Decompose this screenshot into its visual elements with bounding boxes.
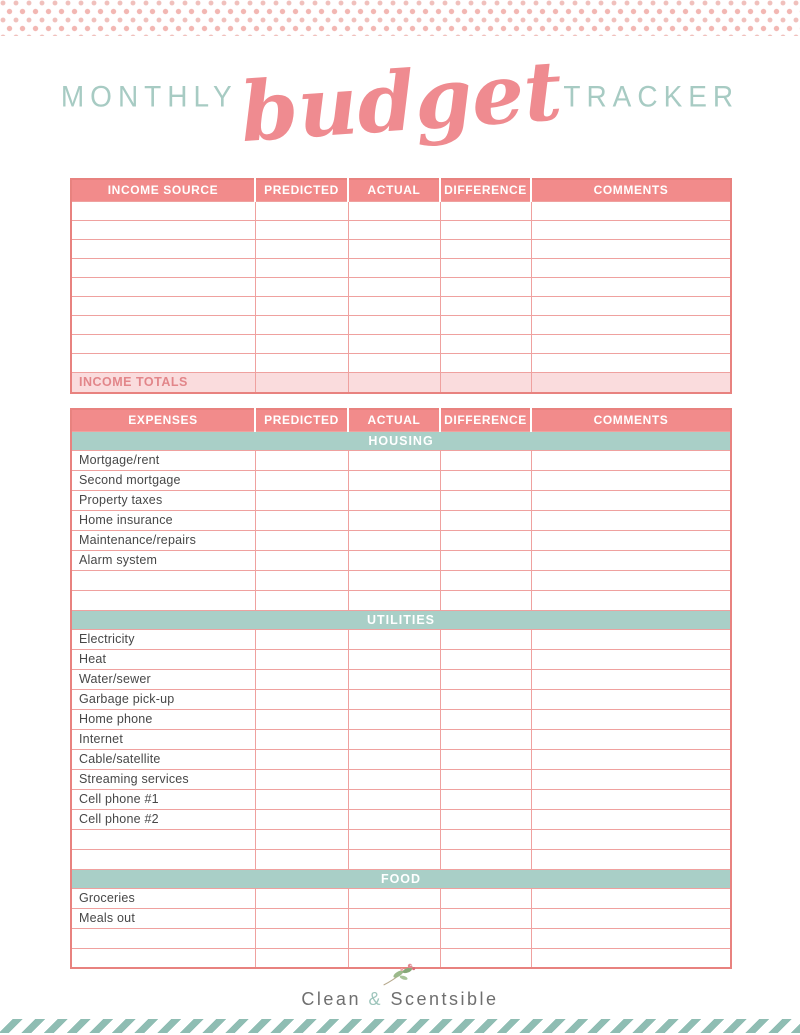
cell [255, 470, 348, 490]
income-row [71, 258, 731, 277]
cell [531, 258, 731, 277]
cell [348, 510, 440, 530]
cell [348, 490, 440, 510]
cell [348, 220, 440, 239]
income-header-comments: COMMENTS [531, 179, 731, 201]
cell [440, 629, 531, 649]
cell [440, 749, 531, 769]
cell [440, 239, 531, 258]
cell [440, 729, 531, 749]
cell [531, 570, 731, 590]
income-header-predicted: PREDICTED [255, 179, 348, 201]
expense-row [71, 490, 731, 510]
cell [255, 353, 348, 372]
cell [255, 709, 348, 729]
cell [531, 490, 731, 510]
cell [348, 590, 440, 610]
expense-header-expenses: EXPENSES [71, 409, 255, 431]
expense-row [71, 749, 731, 769]
cell [255, 769, 348, 789]
cell [440, 849, 531, 869]
expense-row [71, 729, 731, 749]
cell [531, 789, 731, 809]
expense-row [71, 669, 731, 689]
cell [348, 769, 440, 789]
cell [348, 550, 440, 570]
expense-row [71, 550, 731, 570]
expense-row [71, 570, 731, 590]
cell [440, 296, 531, 315]
section-band-row [71, 610, 731, 629]
cell [71, 829, 255, 849]
expense-row [71, 908, 731, 928]
cell: Home phone [71, 709, 255, 729]
expense-row [71, 470, 731, 490]
cell [531, 590, 731, 610]
section-band-row [71, 431, 731, 450]
cell [348, 353, 440, 372]
cell [531, 277, 731, 296]
section-title: FOOD [71, 869, 731, 888]
cell [255, 258, 348, 277]
income-header-source: INCOME SOURCE [71, 179, 255, 201]
cell [255, 550, 348, 570]
cell [348, 649, 440, 669]
cell [440, 689, 531, 709]
expense-row [71, 928, 731, 948]
cell [531, 669, 731, 689]
cell [440, 789, 531, 809]
cell: Cell phone #2 [71, 809, 255, 829]
cell [531, 649, 731, 669]
cell: Cable/satellite [71, 749, 255, 769]
cell [440, 372, 531, 393]
cell [440, 220, 531, 239]
expense-row [71, 849, 731, 869]
section-title: UTILITIES [71, 610, 731, 629]
cell [531, 809, 731, 829]
cell [255, 908, 348, 928]
expense-row [71, 769, 731, 789]
cell [255, 669, 348, 689]
cell [348, 201, 440, 220]
cell [531, 450, 731, 470]
cell [255, 296, 348, 315]
cell [440, 510, 531, 530]
income-table-body [71, 201, 731, 393]
cell [348, 689, 440, 709]
income-header-difference: DIFFERENCE [440, 179, 531, 201]
cell [255, 315, 348, 334]
expense-row [71, 689, 731, 709]
cell [440, 649, 531, 669]
cell [348, 928, 440, 948]
cell [531, 749, 731, 769]
expense-table [70, 408, 732, 969]
expense-table-body [71, 431, 731, 968]
cell [348, 789, 440, 809]
cell: Heat [71, 649, 255, 669]
cell [440, 490, 531, 510]
title-word-monthly: MONTHLY [60, 80, 238, 113]
cell [255, 749, 348, 769]
cell [348, 629, 440, 649]
cell: Alarm system [71, 550, 255, 570]
cell: Mortgage/rent [71, 450, 255, 470]
cell: Home insurance [71, 510, 255, 530]
cell [71, 220, 255, 239]
cell [531, 315, 731, 334]
income-row [71, 334, 731, 353]
cell [440, 277, 531, 296]
cell [531, 629, 731, 649]
cell: Second mortgage [71, 470, 255, 490]
cell [440, 353, 531, 372]
income-row [71, 277, 731, 296]
expense-row [71, 450, 731, 470]
cell [531, 510, 731, 530]
cell: Streaming services [71, 769, 255, 789]
expense-row [71, 888, 731, 908]
cell [531, 372, 731, 393]
cell: Property taxes [71, 490, 255, 510]
income-table [70, 178, 732, 394]
cell [348, 888, 440, 908]
cell [440, 258, 531, 277]
cell [348, 470, 440, 490]
cell [531, 849, 731, 869]
cell [348, 829, 440, 849]
cell [255, 809, 348, 829]
brand-word-scentsible: Scentsible [390, 989, 499, 1009]
cell [531, 353, 731, 372]
cell [531, 530, 731, 550]
brand-ampersand: & [368, 989, 383, 1009]
cell [255, 450, 348, 470]
income-header-actual: ACTUAL [348, 179, 440, 201]
cell [440, 928, 531, 948]
cell [255, 239, 348, 258]
cell [440, 888, 531, 908]
cell [255, 829, 348, 849]
page-title [0, 38, 800, 162]
expense-header-actual: ACTUAL [348, 409, 440, 431]
cell [440, 908, 531, 928]
cell [531, 470, 731, 490]
expense-row [71, 829, 731, 849]
expense-row [71, 809, 731, 829]
cell: Internet [71, 729, 255, 749]
cell [531, 220, 731, 239]
cell [531, 709, 731, 729]
income-row [71, 296, 731, 315]
expense-row [71, 629, 731, 649]
cell: Groceries [71, 888, 255, 908]
income-row [71, 239, 731, 258]
cell: Cell phone #1 [71, 789, 255, 809]
cell [531, 928, 731, 948]
cell [348, 709, 440, 729]
cell [255, 928, 348, 948]
cell: Garbage pick-up [71, 689, 255, 709]
cell [348, 334, 440, 353]
cell [255, 334, 348, 353]
expense-header-difference: DIFFERENCE [440, 409, 531, 431]
cell [531, 334, 731, 353]
expense-row [71, 649, 731, 669]
cell [440, 201, 531, 220]
cell [348, 239, 440, 258]
cell [348, 277, 440, 296]
cell [348, 296, 440, 315]
cell [255, 649, 348, 669]
cell [440, 450, 531, 470]
expense-header-predicted: PREDICTED [255, 409, 348, 431]
brand-word-clean: Clean [301, 989, 361, 1009]
cell: Water/sewer [71, 669, 255, 689]
expense-header-comments: COMMENTS [531, 409, 731, 431]
cell [255, 220, 348, 239]
cell [255, 888, 348, 908]
cell [255, 849, 348, 869]
cell [531, 769, 731, 789]
cell [348, 372, 440, 393]
cell [71, 201, 255, 220]
expense-row [71, 510, 731, 530]
cell [71, 258, 255, 277]
cell [531, 888, 731, 908]
expense-row [71, 590, 731, 610]
cell [255, 201, 348, 220]
cell [440, 570, 531, 590]
cell [255, 729, 348, 749]
cell [348, 908, 440, 928]
cell [531, 729, 731, 749]
cell [348, 729, 440, 749]
expense-row [71, 709, 731, 729]
section-band-row [71, 869, 731, 888]
cell [440, 590, 531, 610]
cell [348, 669, 440, 689]
expense-header-row [71, 409, 731, 431]
brand-footer [0, 962, 800, 1014]
income-row [71, 315, 731, 334]
section-title: HOUSING [71, 431, 731, 450]
cell [348, 258, 440, 277]
cell [531, 296, 731, 315]
diagonal-stripe-border [0, 1019, 800, 1033]
cell [71, 315, 255, 334]
cell [71, 296, 255, 315]
cell [71, 928, 255, 948]
title-word-budget: budget [237, 42, 565, 162]
income-header-row [71, 179, 731, 201]
cell [440, 709, 531, 729]
income-row [71, 201, 731, 220]
cell [531, 550, 731, 570]
cell [531, 201, 731, 220]
floral-sprig-icon [380, 962, 420, 988]
cell [440, 530, 531, 550]
title-word-tracker: TRACKER [563, 80, 740, 113]
cell [440, 470, 531, 490]
cell [348, 849, 440, 869]
cell [71, 849, 255, 869]
cell [440, 829, 531, 849]
cell [71, 239, 255, 258]
cell [531, 689, 731, 709]
cell [348, 570, 440, 590]
cell: Electricity [71, 629, 255, 649]
cell [440, 769, 531, 789]
cell [440, 669, 531, 689]
cell [348, 315, 440, 334]
cell [531, 829, 731, 849]
cell [255, 510, 348, 530]
cell [348, 749, 440, 769]
cell [531, 239, 731, 258]
cell [440, 550, 531, 570]
income-totals-label: INCOME TOTALS [71, 372, 255, 393]
cell [71, 353, 255, 372]
cell [255, 530, 348, 550]
cell [71, 277, 255, 296]
cell [348, 530, 440, 550]
expense-row [71, 530, 731, 550]
cell [255, 490, 348, 510]
cell: Meals out [71, 908, 255, 928]
cell [348, 809, 440, 829]
cell [255, 789, 348, 809]
cell [440, 315, 531, 334]
income-row [71, 353, 731, 372]
brand-name [301, 989, 498, 1010]
cell [255, 689, 348, 709]
cell [255, 590, 348, 610]
polka-dot-border [0, 0, 800, 36]
cell [71, 334, 255, 353]
expense-row [71, 789, 731, 809]
cell [255, 372, 348, 393]
cell [255, 629, 348, 649]
cell [440, 334, 531, 353]
cell [255, 277, 348, 296]
cell [531, 908, 731, 928]
cell [71, 570, 255, 590]
cell: Maintenance/repairs [71, 530, 255, 550]
cell [255, 570, 348, 590]
cell [440, 809, 531, 829]
cell [71, 590, 255, 610]
income-row [71, 220, 731, 239]
cell [348, 450, 440, 470]
income-totals-row [71, 372, 731, 393]
